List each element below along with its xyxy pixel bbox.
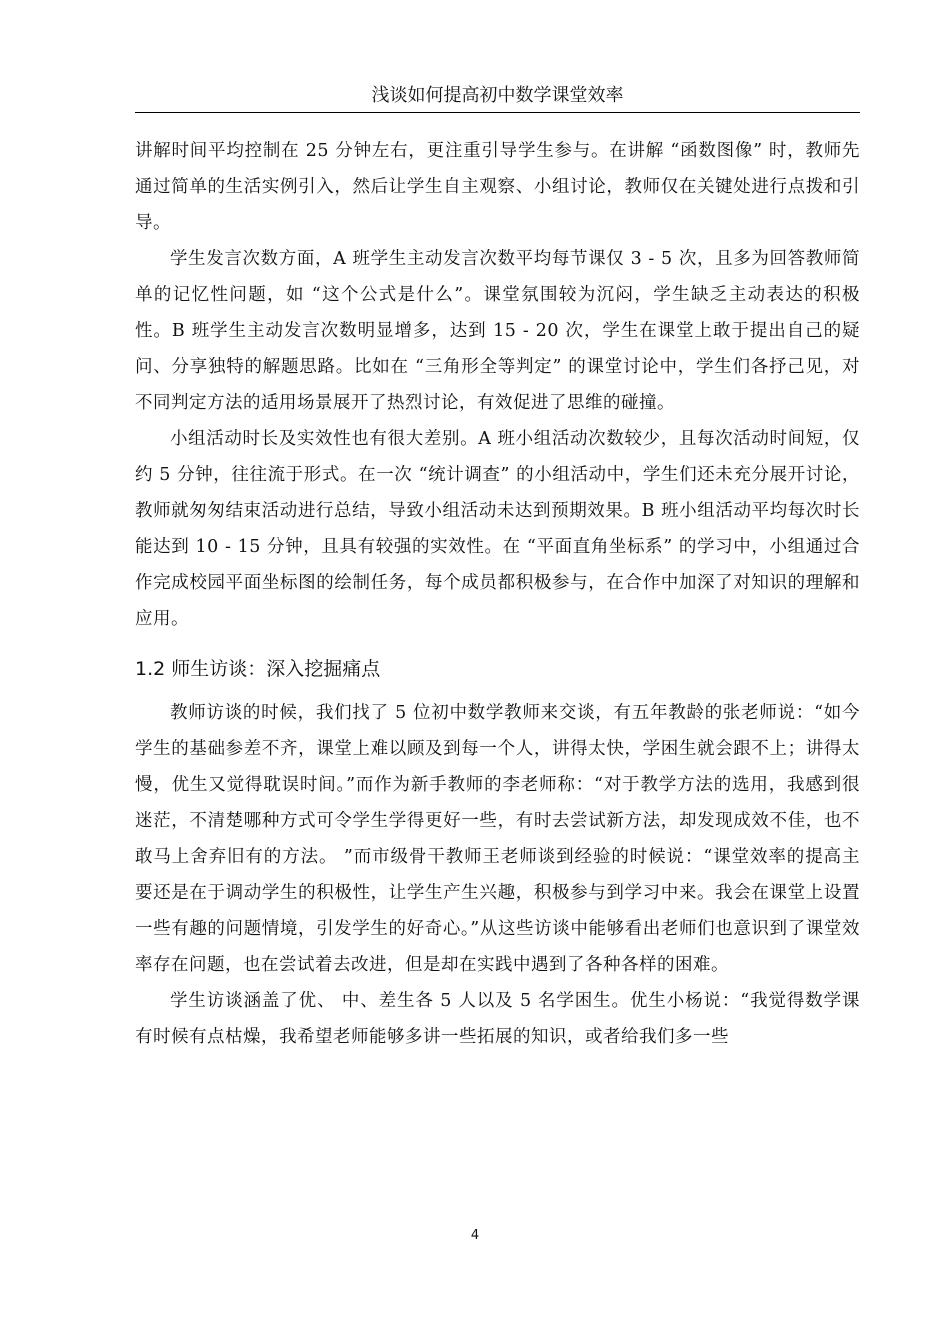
body-paragraph-group-activity: 小组活动时长及实效性也有很大差别。A 班小组活动次数较少，且每次活动时间短，仅约 5 分钟，往往流于形式。在一次 “统计调查” 的小组活动中，学生们还未充分展开讨论，教师就匆匆结束活动进行总结，导致小组活动未达到预期效果。B 班小组活动平均每次时长能达到 10 - 15 分钟，且具有较强的实效性。在 “平面直角坐标系” 的学习中，小组通过合作完成校园平面坐标图的绘制任务，每个成员都积极参与，在合作中加深了对知识的理解和应用。 — [135, 429, 860, 629]
body-paragraph-teacher-interview: 教师访谈的时候，我们找了 5 位初中数学教师来交谈，有五年教龄的张老师说：“如今学生的基础参差不齐，课堂上难以顾及到每一个人，讲得太快，学困生就会跟不上；讲得太慢，优生又觉得耽误时间。”而作为新手教师的李老师称：“对于教学方法的选用，我感到很迷茫，不清楚哪种方式可令学生学得更好一些，有时去尝试新方法，却发现成效不佳，也不敢马上舍弃旧有的方法。 ”而市级骨干教师王老师谈到经验的时候说：“课堂效率的提高主要还是在于调动学生的积极性，让学生产生兴趣，积极参与到学习中来。我会在课堂上设置一些有趣的问题情境，引发学生的好奇心。”从这些访谈中能够看出老师们也意识到了课堂效率存在问题，也在尝试着去改进，但是却在实践中遇到了各种各样的困难。 — [135, 703, 860, 975]
page-number: 4 — [470, 1228, 480, 1243]
section-heading: 1.2 师生访谈：深入挖掘痛点 — [135, 658, 381, 680]
body-paragraph-continued: 讲解时间平均控制在 25 分钟左右，更注重引导学生参与。在讲解 “函数图像” 时，教师先通过简单的生活实例引入，然后让学生自主观察、小组讨论，教师仅在关键处进行点拨和引导。 — [135, 141, 860, 233]
document-body — [135, 133, 860, 1055]
body-paragraph-student-interview: 学生访谈涵盖了优、 中、差生各 5 人以及 5 名学困生。优生小杨说：“我觉得数学课有时候有点枯燥，我希望老师能够多讲一些拓展的知识，或者给我们多一些 — [135, 991, 860, 1047]
page-header: 浅谈如何提高初中数学课堂效率 — [135, 84, 860, 113]
body-paragraph-speaking-frequency: 学生发言次数方面，A 班学生主动发言次数平均每节课仅 3 - 5 次，且多为回答教师简单的记忆性问题，如 “这个公式是什么”。课堂氛围较为沉闷，学生缺乏主动表达的积极性。B 班学生主动发言次数明显增多，达到 15 - 20 次，学生在课堂上敢于提出自己的疑问、分享独特的解题思路。比如在 “三角形全等判定” 的课堂讨论中，学生们各抒己见，对不同判定方法的适用场景展开了热烈讨论，有效促进了思维的碰撞。 — [135, 249, 861, 413]
